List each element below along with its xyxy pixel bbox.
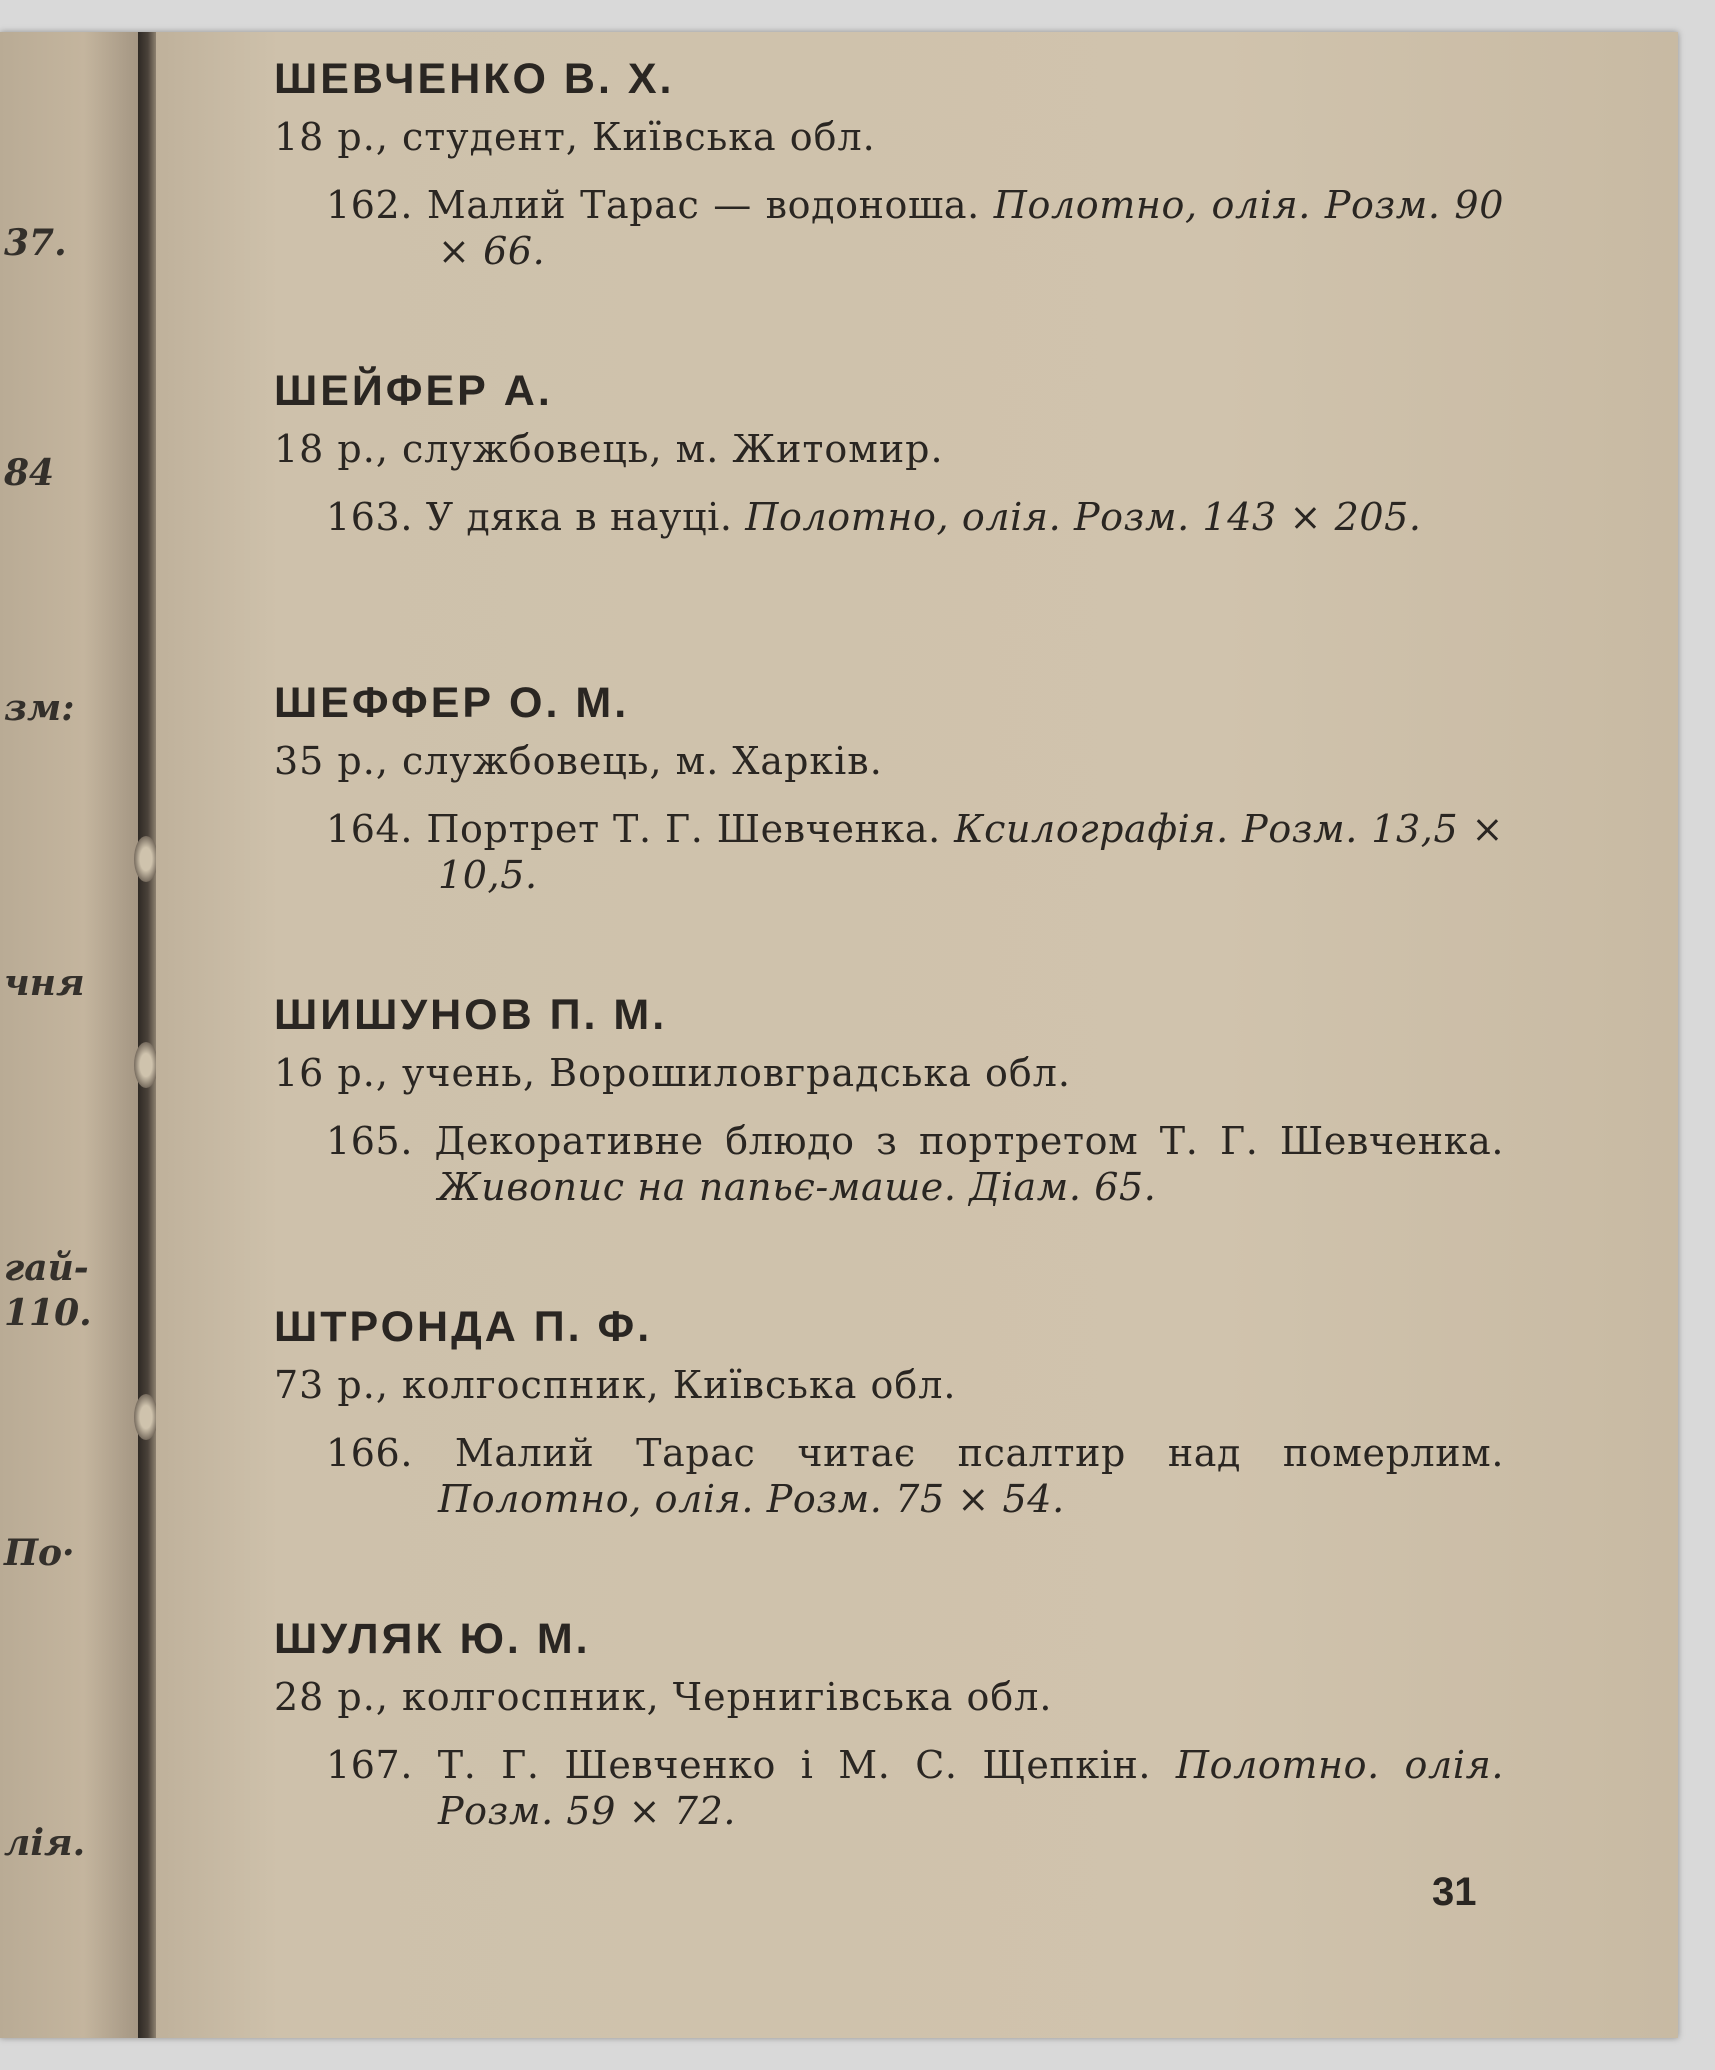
artwork-item (326, 182, 1504, 274)
artist-bio: 28 р., колгоспник, Чернигівська обл. (274, 1675, 1053, 1719)
book-gutter (138, 32, 156, 2038)
catalog-entry (274, 674, 1504, 898)
artist-name: ШТРОНДА П. Ф. (274, 1303, 653, 1351)
artist-bio: 18 р., службовець, м. Житомир. (274, 427, 944, 471)
artist-name: ШУЛЯК Ю. М. (274, 1615, 591, 1663)
catalog-entry (274, 50, 1504, 274)
artwork-title: 164. Портрет Т. Г. Шевченка. (326, 807, 941, 851)
artwork-item (326, 1118, 1504, 1210)
artwork-title: 167. Т. Г. Шевченко і М. С. Щепкін. (326, 1743, 1152, 1787)
artist-bio: 73 р., колгоспник, Київська обл. (274, 1363, 957, 1407)
artwork-title: 162. Малий Тарас — водоноша. (326, 183, 980, 227)
artist-name: ШЕФФЕР О. М. (274, 679, 630, 727)
left-page-fragment: чня (4, 962, 85, 1004)
left-page-edge (0, 32, 140, 2038)
catalog-entry (274, 362, 1504, 540)
catalog-entry (274, 1610, 1504, 1834)
binding-hole (134, 1042, 158, 1088)
artist-bio: 18 р., студент, Київська обл. (274, 115, 876, 159)
left-page-fragment: 84 (4, 452, 55, 494)
artwork-item (326, 806, 1504, 898)
left-page-fragment: гай- (4, 1247, 89, 1289)
artwork-technique: Полотно, олія. Розм. 90 × 66. (438, 183, 1504, 273)
left-page-fragment: лія. (4, 1822, 86, 1864)
artwork-technique: Полотно, олія. Розм. 75 × 54. (438, 1477, 1065, 1521)
left-page-fragment: По· (4, 1532, 75, 1574)
catalog-entry (274, 986, 1504, 1210)
binding-hole (134, 1394, 158, 1440)
page-number: 31 (1432, 1870, 1477, 1914)
artwork-item (326, 494, 1504, 540)
artist-bio: 16 р., учень, Ворошиловградська обл. (274, 1051, 1071, 1095)
artwork-title: 163. У дяка в науці. (326, 495, 733, 539)
artist-name: ШЕЙФЕР А. (274, 367, 553, 415)
artwork-technique: Полотно, олія. Розм. 143 × 205. (745, 495, 1422, 539)
artist-name: ШИШУНОВ П. М. (274, 991, 668, 1039)
artwork-technique: Живопис на папьє-маше. Діам. 65. (438, 1165, 1157, 1209)
artist-name: ШЕВЧЕНКО В. Х. (274, 55, 675, 103)
artwork-title: 166. Малий Тарас читає псалтир над померлим. (326, 1431, 1504, 1475)
artwork-item (326, 1430, 1504, 1522)
left-page-fragment: 110. (4, 1292, 92, 1334)
left-page-fragment: зм: (4, 687, 75, 729)
catalog-entry (274, 1298, 1504, 1522)
artwork-title: 165. Декоративне блюдо з портретом Т. Г. Шевченка. (326, 1119, 1504, 1163)
artwork-technique: Ксилографія. Розм. 13,5 × 10,5. (438, 807, 1504, 897)
artist-bio: 35 р., службовець, м. Харків. (274, 739, 883, 783)
binding-hole (134, 836, 158, 882)
artwork-item (326, 1742, 1504, 1834)
left-page-fragment: 37. (4, 222, 67, 264)
artwork-technique: Полотно. олія. Розм. 59 × 72. (438, 1743, 1505, 1833)
